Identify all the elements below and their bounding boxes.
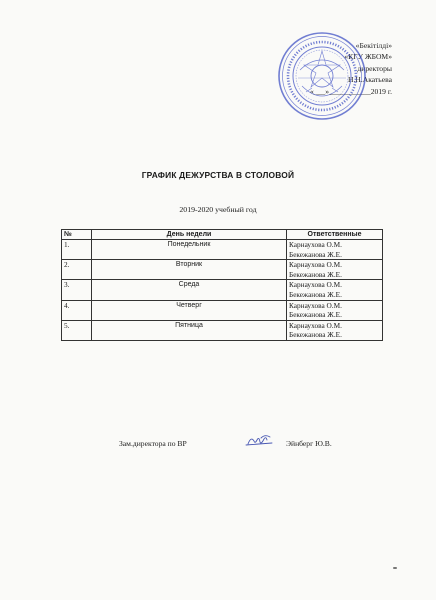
row-number: 3. <box>62 280 92 300</box>
academic-year: 2019-2020 учебный год <box>179 205 257 214</box>
approval-line-1: «Бекітілді» <box>355 41 392 50</box>
table-row <box>62 320 383 340</box>
approval-line-5: «___»___________2019 г. <box>310 86 392 96</box>
approval-line-2: «КГУ ЖБОМ» <box>344 52 392 62</box>
responsible-person: Бекежанова Ж.Е. <box>289 249 342 259</box>
responsible-person: Карнаухова О.М. <box>289 260 342 270</box>
approval-line-3: директоры <box>357 63 392 73</box>
responsible-person: Бекежанова Ж.Е. <box>289 269 342 279</box>
table-row <box>62 280 383 300</box>
table-header-row <box>62 230 383 240</box>
responsible-person: Карнаухова О.М. <box>289 300 342 310</box>
row-responsible <box>287 240 383 260</box>
header-responsible: Ответственные <box>287 230 383 240</box>
row-weekday: Понедельник <box>92 240 287 260</box>
official-stamp-icon <box>276 30 368 122</box>
row-weekday: Вторник <box>92 260 287 280</box>
responsible-person: Бекежанова Ж.Е. <box>289 310 342 320</box>
signatory-name: Эйнберг Ю.В. <box>286 439 332 448</box>
row-responsible <box>287 320 383 340</box>
table-row <box>62 260 383 280</box>
row-weekday: Четверг <box>92 300 287 320</box>
row-number: 4. <box>62 300 92 320</box>
row-number: 5. <box>62 320 92 340</box>
row-number: 1. <box>62 240 92 260</box>
row-weekday: Пятница <box>92 320 287 340</box>
signatory-position: Зам.директора по ВР <box>119 439 187 448</box>
scan-mark <box>393 567 397 569</box>
responsible-person: Карнаухова О.М. <box>289 280 342 290</box>
row-responsible <box>287 260 383 280</box>
document-title: ГРАФИК ДЕЖУРСТВА В СТОЛОВОЙ <box>141 170 295 180</box>
handwritten-signature-icon <box>245 432 275 450</box>
row-number: 2. <box>62 260 92 280</box>
approval-line-4: Н.Н.Акатьева <box>347 75 392 85</box>
table-row <box>62 240 383 260</box>
row-responsible <box>287 280 383 300</box>
responsible-person: Бекежанова Ж.Е. <box>289 330 342 340</box>
row-weekday: Среда <box>92 280 287 300</box>
responsible-person: Карнаухова О.М. <box>289 320 342 330</box>
header-number: № <box>62 230 92 240</box>
responsible-person: Бекежанова Ж.Е. <box>289 289 342 299</box>
table-row <box>62 300 383 320</box>
responsible-person: Карнаухова О.М. <box>289 240 342 249</box>
header-weekday: День недели <box>92 230 287 240</box>
duty-schedule-table <box>61 229 383 341</box>
row-responsible <box>287 300 383 320</box>
